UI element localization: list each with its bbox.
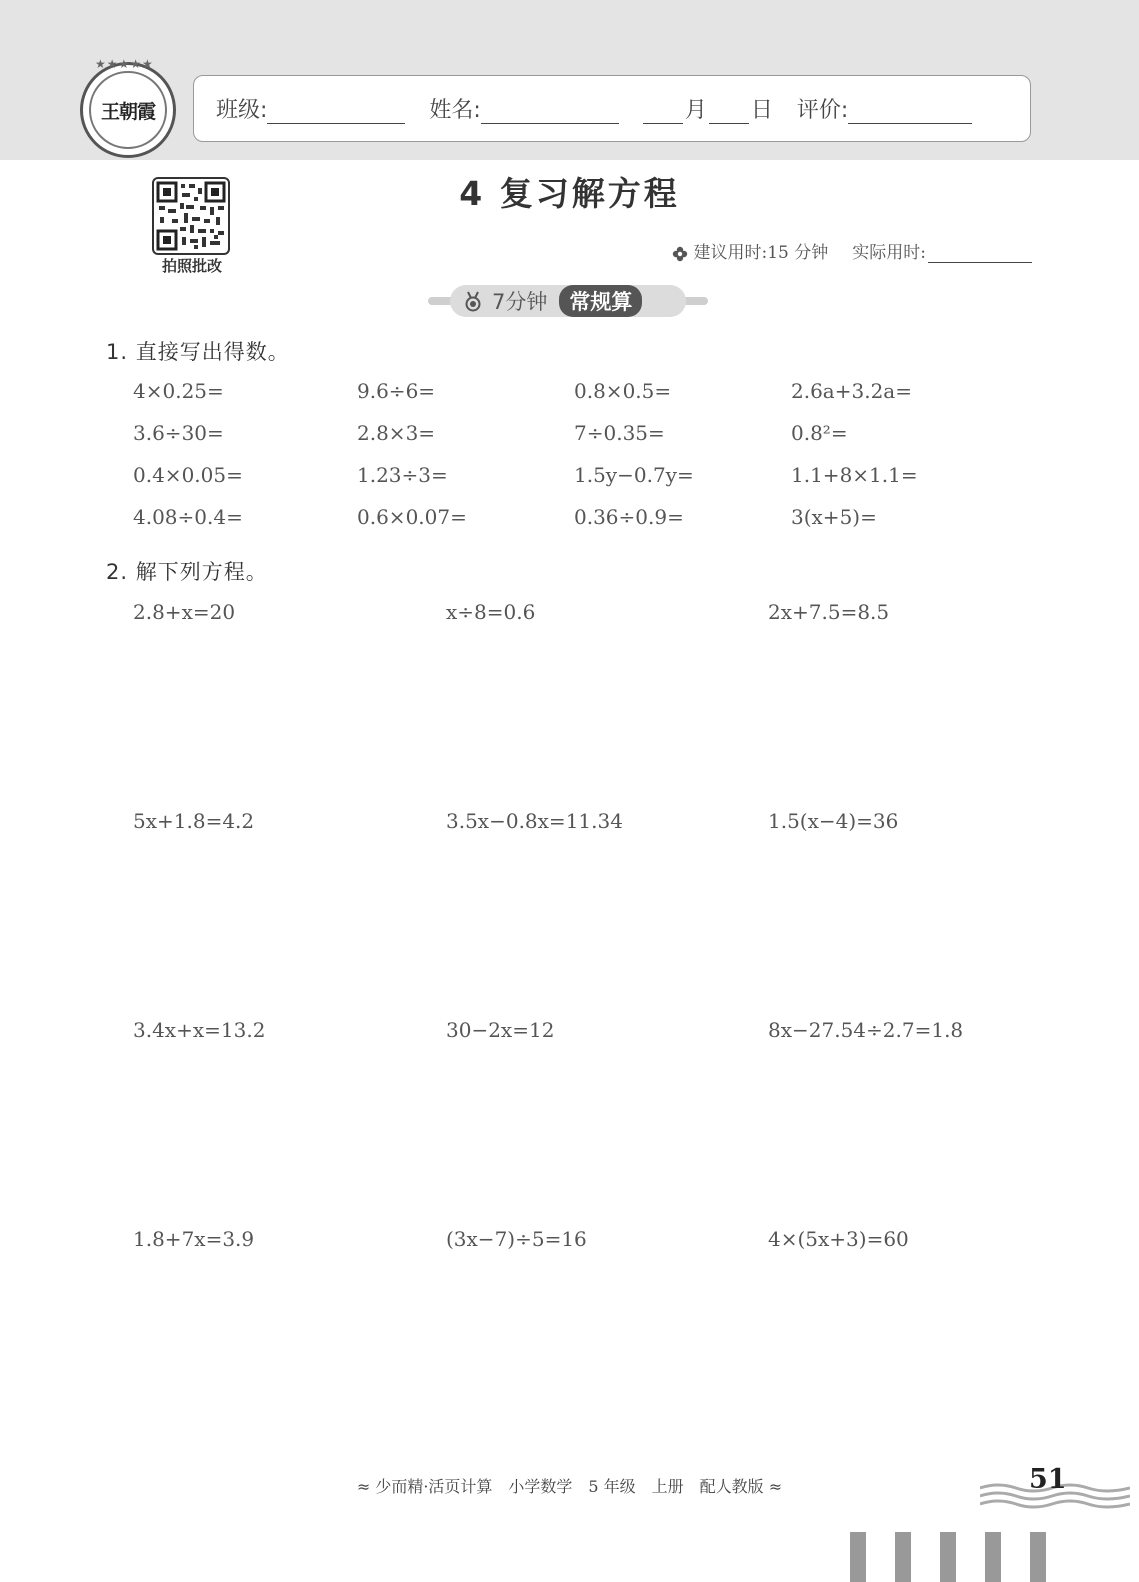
equation: x÷8=0.6 [446, 600, 536, 624]
footer [0, 1474, 1139, 1497]
wave-left-icon: ≈ [356, 1477, 371, 1496]
suggested-time: 建议用时:15 分钟 [693, 243, 829, 263]
oral-problem: 0.4×0.05= [133, 463, 243, 487]
oral-problem: 2.8×3= [357, 421, 436, 445]
equation: (3x−7)÷5=16 [446, 1227, 587, 1251]
month-label: 月 [684, 98, 707, 123]
logo-seal [89, 71, 167, 149]
class-label: 班级: [216, 98, 268, 123]
oral-problem: 7÷0.35= [574, 421, 665, 445]
oral-problem: 1.1+8×1.1= [791, 463, 918, 487]
month-blank[interactable] [643, 101, 683, 124]
publisher-logo [80, 57, 176, 158]
oral-problem: 2.6a+3.2a= [791, 379, 912, 403]
timing-line [671, 238, 1033, 263]
equation: 4×(5x+3)=60 [768, 1227, 909, 1251]
edge-tab [940, 1532, 956, 1582]
name-label: 姓名: [429, 98, 481, 123]
equation: 3.5x−0.8x=11.34 [446, 809, 623, 833]
equation: 1.8+7x=3.9 [133, 1227, 255, 1251]
class-blank[interactable] [267, 101, 405, 124]
flower-icon [671, 245, 689, 263]
equation: 8x−27.54÷2.7=1.8 [768, 1018, 964, 1042]
oral-problem: 0.8×0.5= [574, 379, 672, 403]
student-info-box [193, 75, 1031, 142]
banner-tag: 常规算 [559, 285, 642, 317]
oral-problem: 1.5y−0.7y= [574, 463, 694, 487]
equation: 5x+1.8=4.2 [133, 809, 255, 833]
equation: 1.5(x−4)=36 [768, 809, 899, 833]
banner-minutes: 7分钟 [492, 290, 548, 314]
equation: 2.8+x=20 [133, 600, 236, 624]
edge-tab [985, 1532, 1001, 1582]
equation: 3.4x+x=13.2 [133, 1018, 266, 1042]
name-field [429, 93, 642, 124]
edge-tab [1030, 1532, 1046, 1582]
section-banner [450, 285, 686, 317]
day-blank[interactable] [709, 101, 749, 124]
class-field [216, 93, 429, 124]
logo-stars-icon: ★★★★★ [95, 57, 154, 71]
logo-text: 王朝霞 [100, 100, 155, 123]
equation: 2x+7.5=8.5 [768, 600, 890, 624]
day-label: 日 [750, 98, 773, 123]
name-blank[interactable] [481, 101, 619, 124]
rating-blank[interactable] [848, 101, 972, 124]
oral-problem: 0.8²= [791, 421, 848, 445]
date-field [643, 93, 797, 124]
rating-label: 评价: [796, 98, 849, 123]
footer-text: 少而精·活页计算 小学数学 5 年级 上册 配人教版 [375, 1477, 764, 1496]
oral-problem: 4.08÷0.4= [133, 505, 243, 529]
oral-problem: 4×0.25= [133, 379, 224, 403]
actual-time-blank[interactable] [928, 244, 1032, 263]
qr-caption: 拍照批改 [161, 257, 222, 275]
section2-heading: 2. 解下列方程。 [106, 560, 268, 584]
rating-field [797, 93, 996, 124]
actual-time-label: 实际用时: [852, 243, 926, 263]
oral-problem: 0.36÷0.9= [574, 505, 684, 529]
oral-problem: 3.6÷30= [133, 421, 224, 445]
equation: 30−2x=12 [446, 1018, 555, 1042]
edge-tab [895, 1532, 911, 1582]
oral-problem: 1.23÷3= [357, 463, 448, 487]
page-number: 51 [1029, 1464, 1067, 1495]
medal-icon [462, 290, 484, 312]
oral-problem: 3(x+5)= [791, 505, 877, 529]
edge-tab [850, 1532, 866, 1582]
wave-right-icon: ≈ [768, 1477, 783, 1496]
oral-problem: 9.6÷6= [357, 379, 436, 403]
section1-heading: 1. 直接写出得数。 [106, 340, 290, 364]
oral-problem: 0.6×0.07= [357, 505, 467, 529]
page-title: 4 复习解方程 [459, 174, 680, 213]
